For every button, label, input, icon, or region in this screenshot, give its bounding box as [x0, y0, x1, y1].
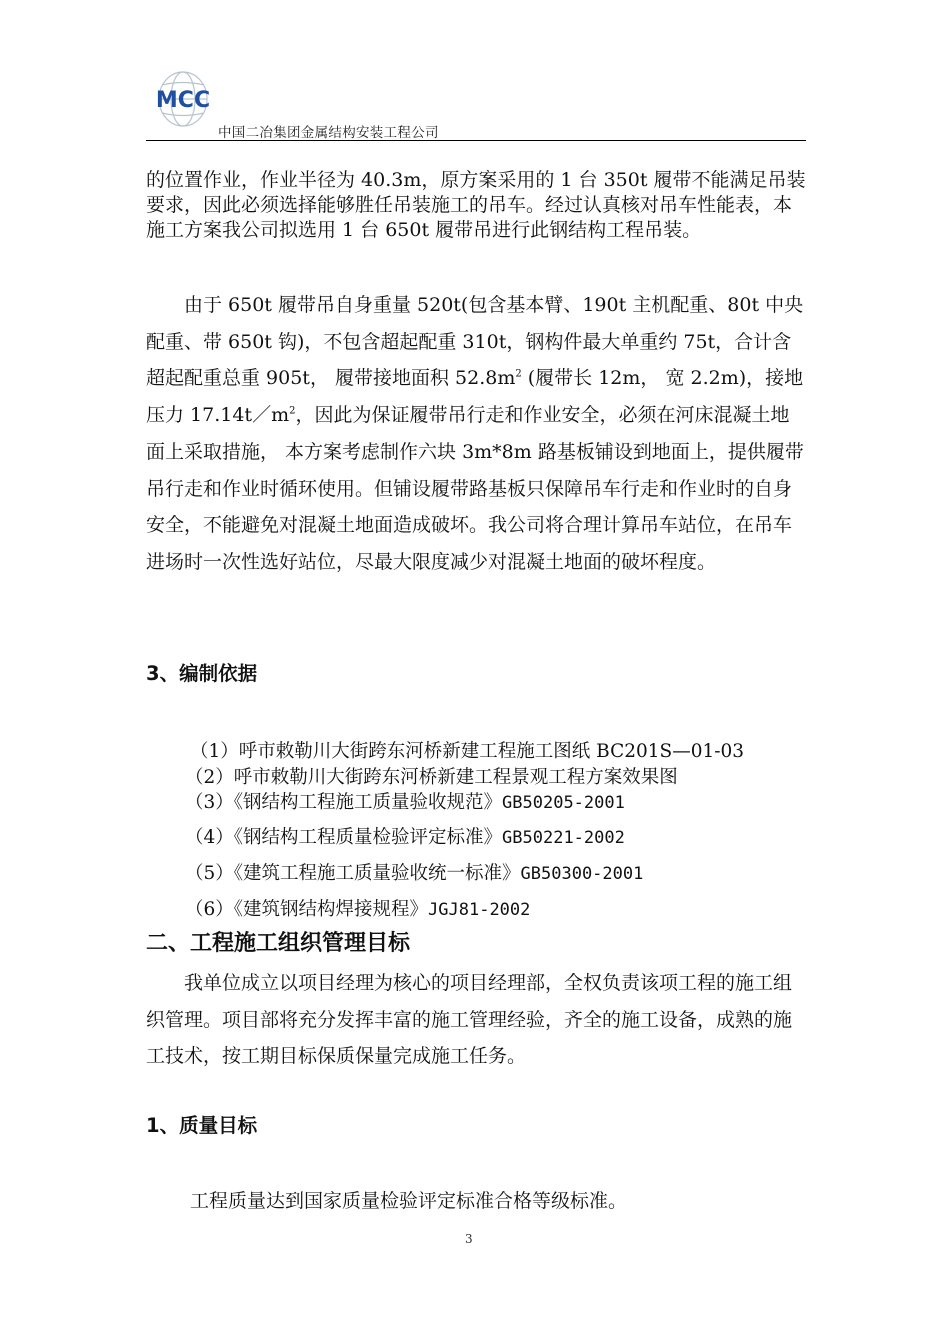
mcc-logo: [146, 68, 220, 130]
reference-item: [185, 895, 530, 921]
para2-part-c: ，因此为保证履带吊行走和作业安全，必须在河床混凝土地面上采取措施， 本方案考虑制作六块 3m*8m 路基板铺设到地面上，提供履带吊行走和作业时循环使用。但铺设履带路基板只保障吊车行走和作业时的自身安全，不能避免对混凝土地面造成破坏。我公司将合理计算吊车站位，在吊车进场时一次性选好站位，尽最大限度减少对混凝土地面的破坏程度。: [146, 404, 804, 573]
reference-text: （5）《建筑工程施工质量验收统一标准》: [185, 863, 521, 884]
para2-part-a: 由于 650t 履带吊自身重量 520t(包含基本臂、190t 主机配重、80t 中央配重、带 650t 钩)，不包含超起配重 310t，钢构件最大单重约 75t，合计含超起配重总重 905t， 履带接地面积 52.8m: [146, 294, 804, 390]
superscript-squared: 2: [515, 369, 522, 381]
paragraph-crane-selection: 的位置作业，作业半径为 40.3m，原方案采用的 1 台 350t 履带不能满足吊装要求，因此必须选择能够胜任吊装施工的吊车。经过认真核对吊车性能表，本施工方案我公司拟选用 1 台 650t 履带吊进行此钢结构工程吊装。: [146, 169, 806, 241]
reference-text: （3）《钢结构工程施工质量验收规范》: [185, 792, 503, 813]
reference-code: GB50205-2001: [502, 793, 625, 813]
chapter-heading-management: 二、工程施工组织管理目标: [146, 931, 411, 956]
page-number: 3: [465, 1232, 473, 1246]
reference-item: [190, 737, 744, 763]
reference-text: （1）呼市敕勒川大街跨东河桥新建工程施工图纸 BC201S—01-03: [190, 741, 745, 762]
reference-item: [185, 823, 625, 849]
para2-part-b: (履带长 12m， 宽 2.2m)，接地压力 17.14t／m: [146, 367, 804, 427]
paragraph-ground-pressure: [146, 287, 808, 581]
reference-item: [185, 859, 643, 885]
section-heading-basis: 3、编制依据: [146, 662, 258, 685]
reference-code: GB50300-2001: [520, 864, 644, 884]
reference-code: GB50221-2002: [502, 828, 625, 848]
reference-item: [185, 788, 625, 814]
paragraph-project-department: 我单位成立以项目经理为核心的项目经理部，全权负责该项工程的施工组织管理。项目部将充分发挥丰富的施工管理经验，齐全的施工设备，成熟的施工技术，按工期目标保质保量完成施工任务。: [146, 972, 793, 1067]
company-name: 中国二冶集团金属结构安装工程公司: [218, 125, 439, 141]
logo-text: MCC: [155, 88, 211, 113]
paragraph-quality-goal: 工程质量达到国家质量检验评定标准合格等级标准。: [190, 1190, 628, 1212]
reference-text: （6）《建筑钢结构焊接规程》: [185, 899, 429, 920]
reference-item: [185, 763, 678, 789]
reference-text: （4）《钢结构工程质量检验评定标准》: [185, 827, 503, 848]
section-heading-quality: 1、质量目标: [146, 1114, 258, 1137]
reference-code: JGJ81-2002: [428, 900, 531, 920]
superscript-squared: 2: [289, 405, 296, 417]
header-divider: [146, 140, 806, 141]
reference-text: （2）呼市敕勒川大街跨东河桥新建工程景观工程方案效果图: [185, 767, 678, 788]
